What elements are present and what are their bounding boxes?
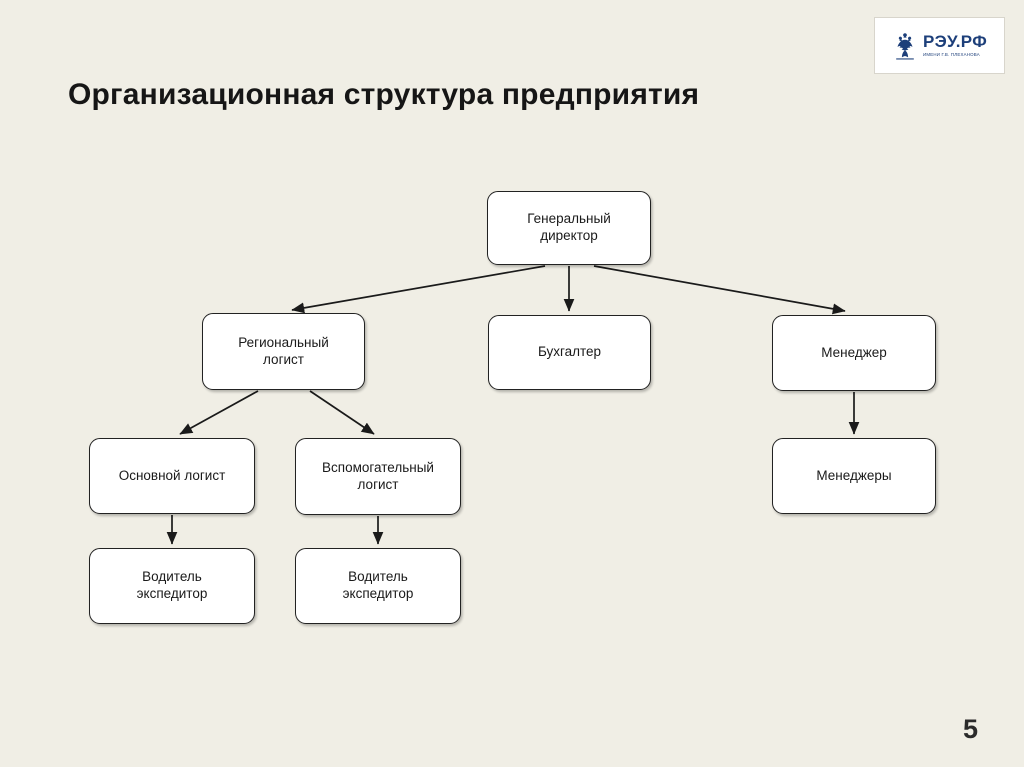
node-label: Генеральный директор [527,211,611,243]
node-manager[interactable] [772,315,936,391]
edge-ceo-manager [594,266,845,311]
node-driver-2[interactable] [295,548,461,624]
logo-title: РЭУ.РФ [922,32,988,52]
node-main-logist[interactable] [89,438,255,514]
page-title: Организационная структура предприятия [68,78,700,111]
edge-ceo-regional [292,266,545,310]
node-ceo[interactable] [487,191,651,265]
edge-regional-main [180,391,258,434]
node-label: Основной логист [118,467,226,483]
page-number: 5 [962,714,978,744]
node-label: Вспомогательный логист [322,459,434,492]
node-managers[interactable] [772,438,936,514]
node-label: Бухгалтер [537,344,602,360]
edge-regional-aux [310,391,374,434]
node-label: Региональный логист [238,334,329,367]
logo-subtitle: ИМЕНИ Г.В. ПЛЕХАНОВА [922,52,980,58]
node-label: Менеджер [821,344,887,360]
node-regional-logist[interactable] [202,313,365,390]
node-label: Менеджеры [816,467,892,483]
node-label: Водитель экспедитор [136,569,208,601]
node-driver-1[interactable] [89,548,255,624]
node-accountant[interactable] [488,315,651,390]
node-aux-logist[interactable] [295,438,461,515]
node-label: Водитель экспедитор [342,569,414,601]
